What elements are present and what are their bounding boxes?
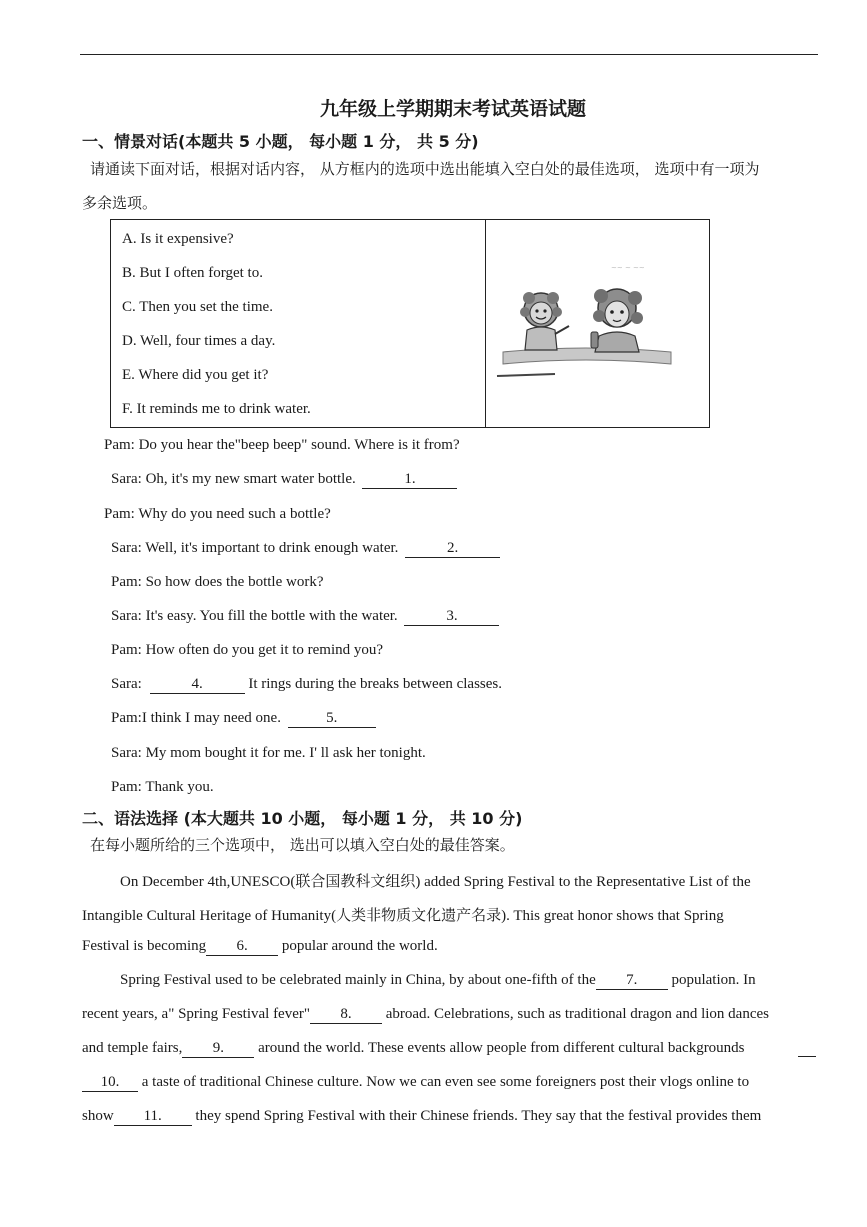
passage-text: Festival is becoming <box>82 938 207 954</box>
svg-text:~~ ~ ~~: ~~ ~ ~~ <box>611 264 645 272</box>
dialogue-line-6 <box>111 608 499 626</box>
blank-10-line-start <box>798 1056 816 1057</box>
passage-text: abroad. Celebrations, such as traditional dragon and lion dances <box>382 1006 769 1022</box>
dialogue-line-5 <box>111 574 323 591</box>
dialogue-line-8 <box>111 676 502 694</box>
dialogue-text: Pam: So how does the bottle work? <box>111 574 324 590</box>
dialogue-text: Pam: Thank you. <box>111 779 214 795</box>
answer-blank-2[interactable]: 2. <box>405 540 500 558</box>
section1-instruction-line1: 请通读下面对话，根据对话内容， 从方框内的选项中选出能填入空白处的最佳选项， 选项中有一项为 <box>90 160 760 178</box>
options-box <box>110 219 710 428</box>
option-a: A. Is it expensive? <box>122 231 234 247</box>
dialogue-line-4 <box>111 540 500 558</box>
answer-blank-3[interactable]: 3. <box>404 608 499 626</box>
passage-p1-line1: On December 4th,UNESCO(联合国教科文组织) added Spring Festival to the Representative List of the <box>120 874 751 890</box>
answer-blank-1[interactable]: 1. <box>362 471 457 489</box>
answer-blank-7[interactable]: 7. <box>596 972 668 990</box>
dialogue-text: Pam: Why do you need such a bottle? <box>104 506 331 522</box>
passage-text: recent years, a" Spring Festival fever" <box>82 1006 310 1022</box>
answer-blank-8[interactable]: 8. <box>310 1006 382 1024</box>
dialogue-text: Pam:I think I may need one. <box>111 710 285 726</box>
dialogue-line-1 <box>104 437 460 454</box>
passage-text: and temple fairs, <box>82 1040 183 1056</box>
dialogue-line-9 <box>111 710 376 728</box>
answer-blank-6[interactable]: 6. <box>206 938 278 956</box>
answer-blank-10[interactable]: 10. <box>82 1074 138 1092</box>
dialogue-line-7 <box>111 642 383 659</box>
dialogue-text: Pam: How often do you get it to remind you? <box>111 642 384 658</box>
section2-heading: 二、语法选择 (本大题共 10 小题， 每小题 1 分， 共 10 分) <box>82 809 523 828</box>
dialogue-text-after: It rings during the breaks between classes. <box>244 676 503 692</box>
dialogue-text: Sara: My mom bought it for me. I' ll ask her tonight. <box>111 745 426 761</box>
section2-instruction: 在每小题所给的三个选项中， 选出可以填入空白处的最佳答案。 <box>90 836 515 854</box>
dialogue-line-10 <box>111 745 426 762</box>
page-title: 九年级上学期期末考试英语试题 <box>319 98 586 120</box>
dialogue-text: Sara: Well, it's important to drink enough water. <box>111 540 403 556</box>
option-b: B. But I often forget to. <box>122 265 263 281</box>
answer-blank-5[interactable]: 5. <box>288 710 376 728</box>
box-divider <box>485 220 645 427</box>
passage-text: they spend Spring Festival with their Chinese friends. They say that the festival provides them <box>191 1108 762 1124</box>
top-rule <box>80 54 818 55</box>
answer-blank-4[interactable]: 4. <box>150 676 245 694</box>
answer-blank-11[interactable]: 11. <box>114 1108 192 1126</box>
dialogue-line-3 <box>104 506 331 523</box>
dialogue-text: Pam: Do you hear the"beep beep" sound. Where is it from? <box>104 437 460 453</box>
dialogue-text: Sara: It's easy. You fill the bottle with the water. <box>111 608 402 624</box>
passage-text: popular around the world. <box>278 938 438 954</box>
section1-heading: 一、情景对话(本题共 5 小题， 每小题 1 分， 共 5 分) <box>82 132 479 151</box>
dialogue-text: Sara: <box>111 676 146 692</box>
passage-text: show <box>82 1108 114 1124</box>
passage-p2-line5 <box>82 1108 761 1126</box>
passage-p2-line1 <box>120 972 756 990</box>
option-d: D. Well, four times a day. <box>122 333 276 349</box>
passage-p2-line2 <box>82 1006 769 1024</box>
dialogue-line-2 <box>111 471 457 489</box>
option-f: F. It reminds me to drink water. <box>122 401 311 417</box>
option-e: E. Where did you get it? <box>122 367 269 383</box>
passage-text: population. In <box>667 972 756 988</box>
passage-p1-line3 <box>82 938 438 956</box>
passage-p1-line2: Intangible Cultural Heritage of Humanity(人类非物质文化遗产名录). This great honor shows that Spring <box>82 908 724 924</box>
passage-text: around the world. These events allow people from different cultural backgrounds <box>254 1040 745 1056</box>
dialogue-line-11 <box>111 779 214 796</box>
passage-text: Spring Festival used to be celebrated mainly in China, by about one-fifth of the <box>120 972 596 988</box>
cartoon-two-girls-illustration <box>495 260 675 380</box>
option-c: C. Then you set the time. <box>122 299 273 315</box>
section1-instruction-line2: 多余选项。 <box>82 194 158 212</box>
passage-p2-line3 <box>82 1040 745 1058</box>
answer-blank-9[interactable]: 9. <box>182 1040 254 1058</box>
passage-p2-line4 <box>82 1074 749 1092</box>
dialogue-text: Sara: Oh, it's my new smart water bottle. <box>111 471 360 487</box>
passage-text: a taste of traditional Chinese culture. Now we can even see some foreigners post their vlogs online to <box>138 1074 750 1090</box>
